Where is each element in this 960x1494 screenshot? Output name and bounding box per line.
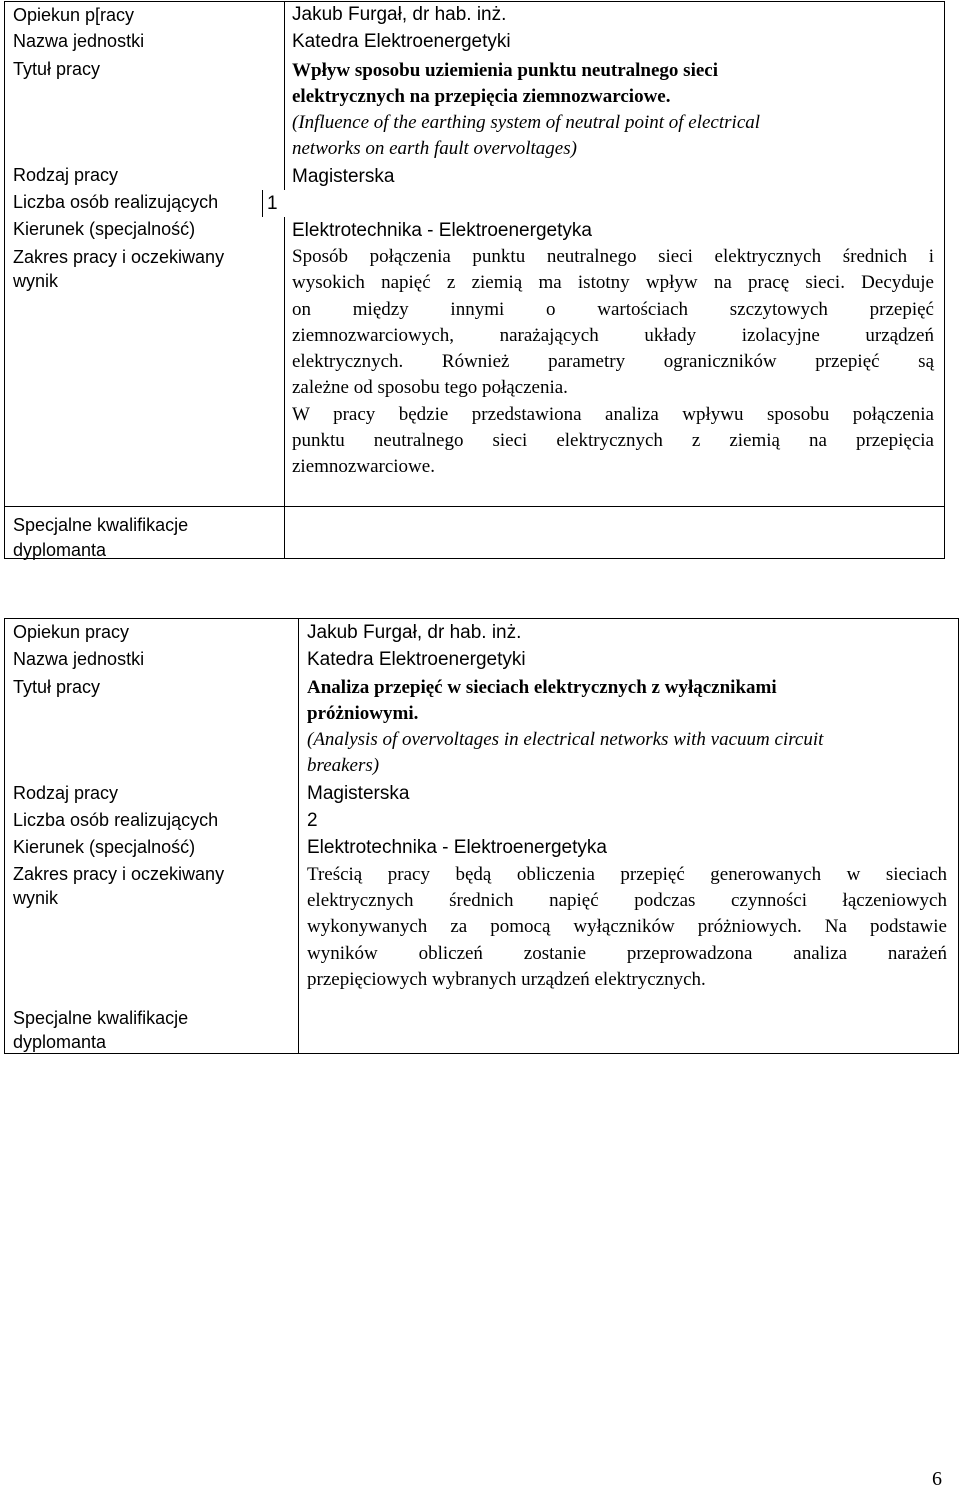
row-divider — [5, 506, 944, 507]
scope-text-line: W pracy będzie przedstawiona analiza wpływu sposobu połączenia — [292, 404, 934, 425]
scope-label: wynik — [13, 271, 59, 291]
page-number: 6 — [932, 1468, 942, 1490]
scope-text-line: Sposób połączenia punktu neutralnego sieci elektrycznych średnich i — [292, 246, 934, 267]
supervisor-label: Opiekun pracy — [13, 622, 130, 642]
persons-value: 1 — [267, 193, 278, 214]
unit-value: Katedra Elektroenergetyki — [307, 649, 526, 670]
title-label: Tytuł pracy — [13, 59, 101, 79]
thesis-table-1 — [4, 1, 945, 559]
persons-value: 2 — [307, 810, 318, 831]
field-label: Kierunek (specjalność) — [13, 837, 196, 857]
scope-text-line: elektrycznych. Również parametry ograniczników przepięć są — [292, 351, 934, 372]
scope-text-line: on między innymi o wartościach szczytowych przepięć — [292, 299, 934, 320]
persons-label: Liczba osób realizujących — [13, 192, 219, 212]
type-value: Magisterska — [307, 783, 410, 804]
scope-text-line: wykonywanych za pomocą wyłączników próżniowych. Na podstawie — [307, 916, 947, 937]
type-value: Magisterska — [292, 166, 395, 187]
thesis-title-en: (Analysis of overvoltages in electrical networks with vacuum circuit — [307, 729, 824, 750]
thesis-title-pl: elektrycznych na przepięcia ziemnozwarciowe. — [292, 86, 671, 107]
scope-text-line: wysokich napięć z ziemią ma istotny wpływ na pracę sieci. Decyduje — [292, 272, 934, 293]
thesis-title-en: (Influence of the earthing system of neutral point of electrical — [292, 112, 761, 133]
scope-text-line: ziemnozwarciowe. — [292, 456, 435, 477]
field-value: Elektrotechnika - Elektroenergetyka — [292, 220, 592, 241]
scope-label: Zakres pracy i oczekiwany — [13, 864, 225, 884]
label-column-divider — [262, 190, 263, 217]
unit-label: Nazwa jednostki — [13, 31, 145, 51]
label-column-divider — [298, 619, 299, 1053]
scope-text-line: Treścią pracy będą obliczenia przepięć generowanych w sieciach — [307, 864, 947, 885]
scope-text-line: punktu neutralnego sieci elektrycznych z ziemią na przepięcia — [292, 430, 934, 451]
field-value: Elektrotechnika - Elektroenergetyka — [307, 837, 607, 858]
title-label: Tytuł pracy — [13, 677, 101, 697]
scope-text-line: elektrycznych średnich napięć podczas czynności łączeniowych — [307, 890, 947, 911]
unit-value: Katedra Elektroenergetyki — [292, 31, 511, 52]
thesis-title-pl: próżniowymi. — [307, 703, 419, 724]
supervisor-value: Jakub Furgał, dr hab. inż. — [292, 4, 507, 25]
scope-text-line: wyników obliczeń zostanie przeprowadzona analiza narażeń — [307, 943, 947, 964]
thesis-title-en: networks on earth fault overvoltages) — [292, 138, 577, 159]
label-column-divider — [284, 217, 285, 506]
thesis-table-2 — [4, 618, 959, 1054]
supervisor-value: Jakub Furgał, dr hab. inż. — [307, 622, 522, 643]
supervisor-label: Opiekun p[racy — [13, 5, 135, 25]
scope-label: wynik — [13, 888, 59, 908]
qualifications-label: Specjalne kwalifikacje — [13, 515, 189, 535]
field-label: Kierunek (specjalność) — [13, 219, 196, 239]
qualifications-label: dyplomanta — [13, 1032, 107, 1052]
scope-label: Zakres pracy i oczekiwany — [13, 247, 225, 267]
type-label: Rodzaj pracy — [13, 165, 119, 185]
label-column-divider — [284, 506, 285, 558]
scope-text-line: ziemnozwarciowych, narażających układy izolacyjne urządzeń — [292, 325, 934, 346]
qualifications-label: Specjalne kwalifikacje — [13, 1008, 189, 1028]
scope-text-line: przepięciowych wybranych urządzeń elektrycznych. — [307, 969, 706, 990]
label-column-divider — [284, 2, 285, 190]
thesis-title-pl: Analiza przepięć w sieciach elektrycznych z wyłącznikami — [307, 677, 777, 698]
thesis-title-pl: Wpływ sposobu uziemienia punktu neutralnego sieci — [292, 60, 718, 81]
unit-label: Nazwa jednostki — [13, 649, 145, 669]
persons-label: Liczba osób realizujących — [13, 810, 219, 830]
scope-text-line: zależne od sposobu tego połączenia. — [292, 377, 568, 398]
qualifications-label: dyplomanta — [13, 540, 107, 560]
type-label: Rodzaj pracy — [13, 783, 119, 803]
thesis-title-en: breakers) — [307, 755, 380, 776]
